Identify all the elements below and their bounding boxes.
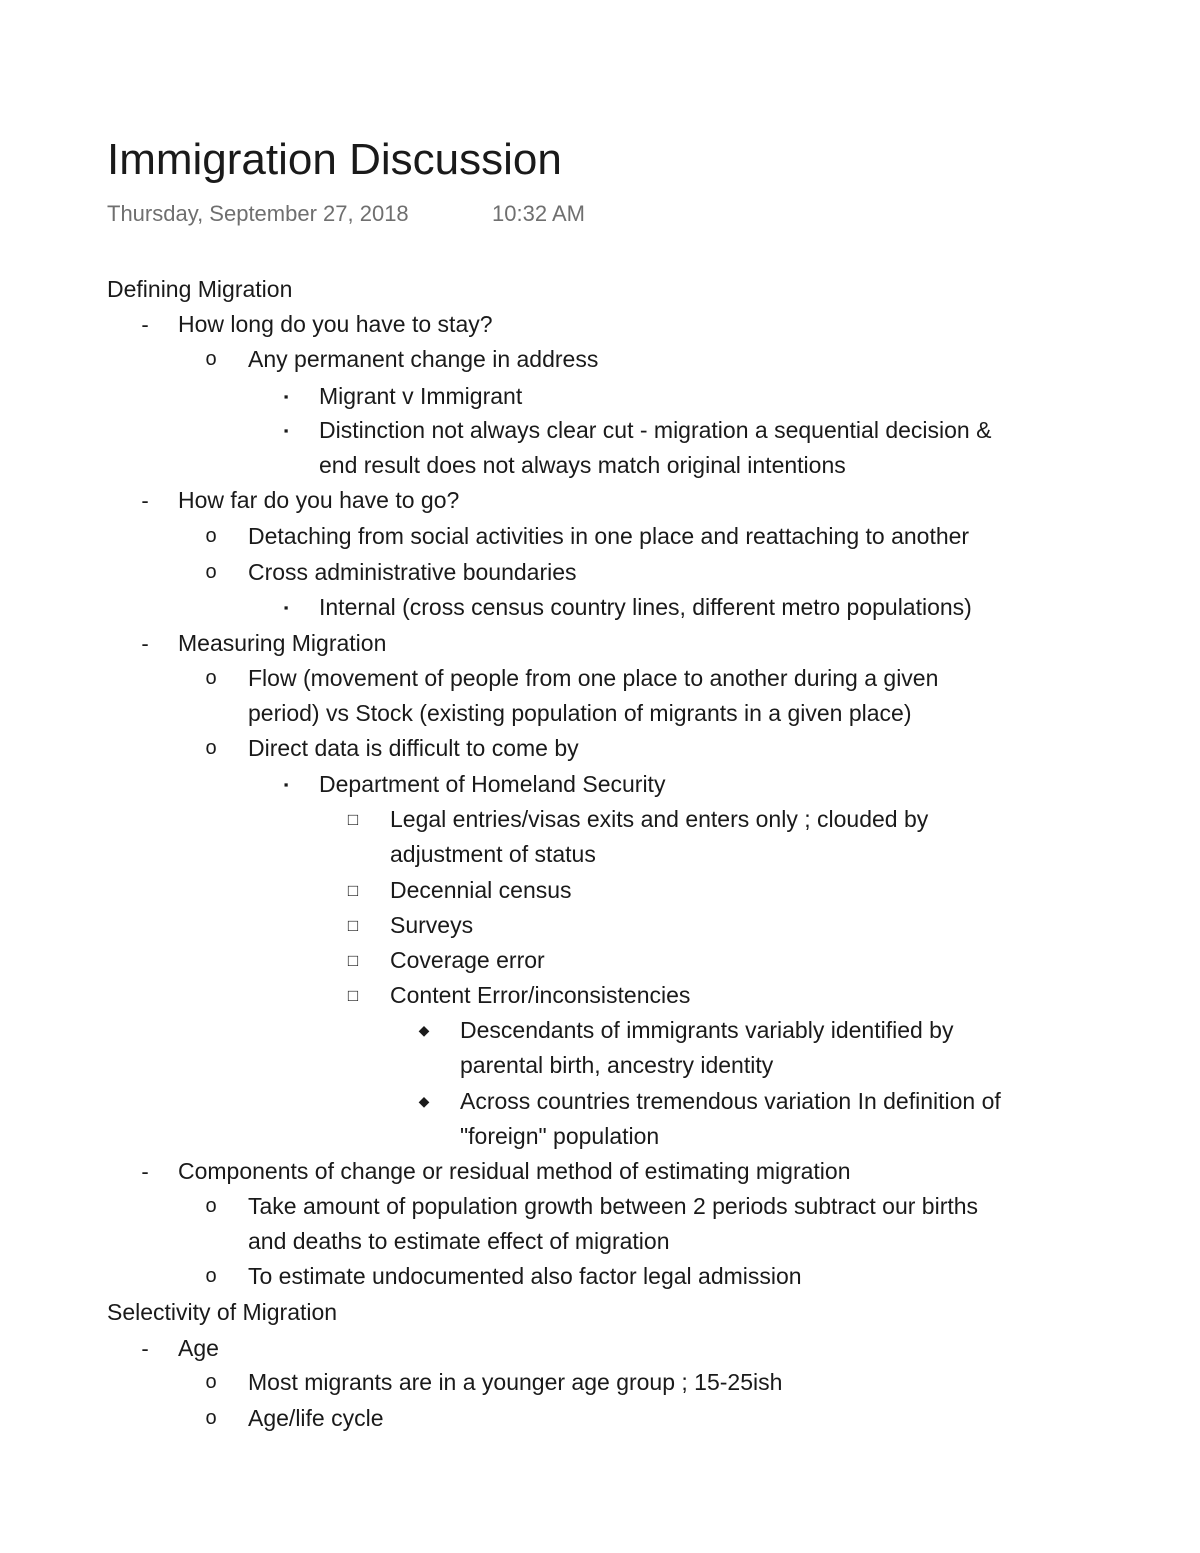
note-line: Any permanent change in address bbox=[248, 346, 599, 372]
note-line: Migrant v Immigrant bbox=[319, 383, 523, 409]
note-line: Distinction not always clear cut - migration a sequential decision & bbox=[319, 417, 992, 443]
note-line: Coverage error bbox=[390, 947, 545, 973]
note-line: Most migrants are in a younger age group ; 15-25ish bbox=[248, 1369, 783, 1395]
note-line: Content Error/inconsistencies bbox=[390, 982, 691, 1008]
note-line: How long do you have to stay? bbox=[178, 311, 493, 337]
dash-bullet-icon: - bbox=[141, 631, 149, 656]
note-time: 10:32 AM bbox=[492, 201, 585, 226]
dash-bullet-icon: - bbox=[141, 488, 149, 513]
circle-bullet-icon: o bbox=[205, 561, 217, 583]
circle-bullet-icon: o bbox=[205, 1265, 217, 1287]
square-bullet-icon: ▪ bbox=[283, 423, 289, 438]
note-line: Across countries tremendous variation In definition of bbox=[460, 1088, 1001, 1114]
note-line: How far do you have to go? bbox=[178, 487, 460, 513]
circle-bullet-icon: o bbox=[205, 525, 217, 547]
note-date: Thursday, September 27, 2018 bbox=[107, 201, 409, 226]
hollow-square-bullet-icon: □ bbox=[347, 916, 359, 935]
diamond-bullet-icon: ◆ bbox=[418, 1022, 430, 1038]
diamond-bullet-icon: ◆ bbox=[418, 1093, 430, 1109]
note-line: Department of Homeland Security bbox=[319, 771, 666, 797]
circle-bullet-icon: o bbox=[205, 737, 217, 759]
note-line: Cross administrative boundaries bbox=[248, 559, 577, 585]
note-line: Descendants of immigrants variably identified by bbox=[460, 1017, 954, 1043]
note-line: Direct data is difficult to come by bbox=[248, 735, 579, 761]
note-line: Take amount of population growth between 2 periods subtract our births bbox=[248, 1193, 979, 1219]
note-line-continued: adjustment of status bbox=[390, 841, 596, 867]
square-bullet-icon: ▪ bbox=[283, 389, 289, 404]
dash-bullet-icon: - bbox=[141, 312, 149, 337]
note-line: To estimate undocumented also factor legal admission bbox=[248, 1263, 802, 1289]
hollow-square-bullet-icon: □ bbox=[347, 881, 359, 900]
circle-bullet-icon: o bbox=[205, 667, 217, 689]
section-heading-selectivity-of-migration: Selectivity of Migration bbox=[107, 1299, 338, 1325]
circle-bullet-icon: o bbox=[205, 1371, 217, 1393]
circle-bullet-icon: o bbox=[205, 348, 217, 370]
circle-bullet-icon: o bbox=[205, 1195, 217, 1217]
section-heading-defining-migration: Defining Migration bbox=[107, 276, 293, 302]
square-bullet-icon: ▪ bbox=[283, 600, 289, 615]
note-line: Surveys bbox=[390, 912, 474, 938]
hollow-square-bullet-icon: □ bbox=[347, 810, 359, 829]
square-bullet-icon: ▪ bbox=[283, 777, 289, 792]
note-line-continued: and deaths to estimate effect of migration bbox=[248, 1228, 670, 1254]
note-line: Age/life cycle bbox=[248, 1405, 384, 1431]
circle-bullet-icon: o bbox=[205, 1407, 217, 1429]
note-line-continued: end result does not always match original intentions bbox=[319, 452, 846, 478]
note-line: Internal (cross census country lines, different metro populations) bbox=[319, 594, 972, 620]
note-line: Flow (movement of people from one place to another during a given bbox=[248, 665, 939, 691]
hollow-square-bullet-icon: □ bbox=[347, 986, 359, 1005]
note-line: Detaching from social activities in one place and reattaching to another bbox=[248, 523, 970, 549]
dash-bullet-icon: - bbox=[141, 1336, 149, 1361]
note-line-continued: period) vs Stock (existing population of migrants in a given place) bbox=[248, 700, 912, 726]
note-line: Age bbox=[178, 1335, 219, 1361]
note-line: Decennial census bbox=[390, 877, 572, 903]
page-title: Immigration Discussion bbox=[107, 135, 562, 184]
note-line: Legal entries/visas exits and enters only ; clouded by bbox=[390, 806, 929, 832]
note-line: Components of change or residual method of estimating migration bbox=[178, 1158, 851, 1184]
note-line: Measuring Migration bbox=[178, 630, 387, 656]
hollow-square-bullet-icon: □ bbox=[347, 951, 359, 970]
note-line-continued: "foreign" population bbox=[460, 1123, 660, 1149]
note-line-continued: parental birth, ancestry identity bbox=[460, 1052, 774, 1078]
dash-bullet-icon: - bbox=[141, 1159, 149, 1184]
